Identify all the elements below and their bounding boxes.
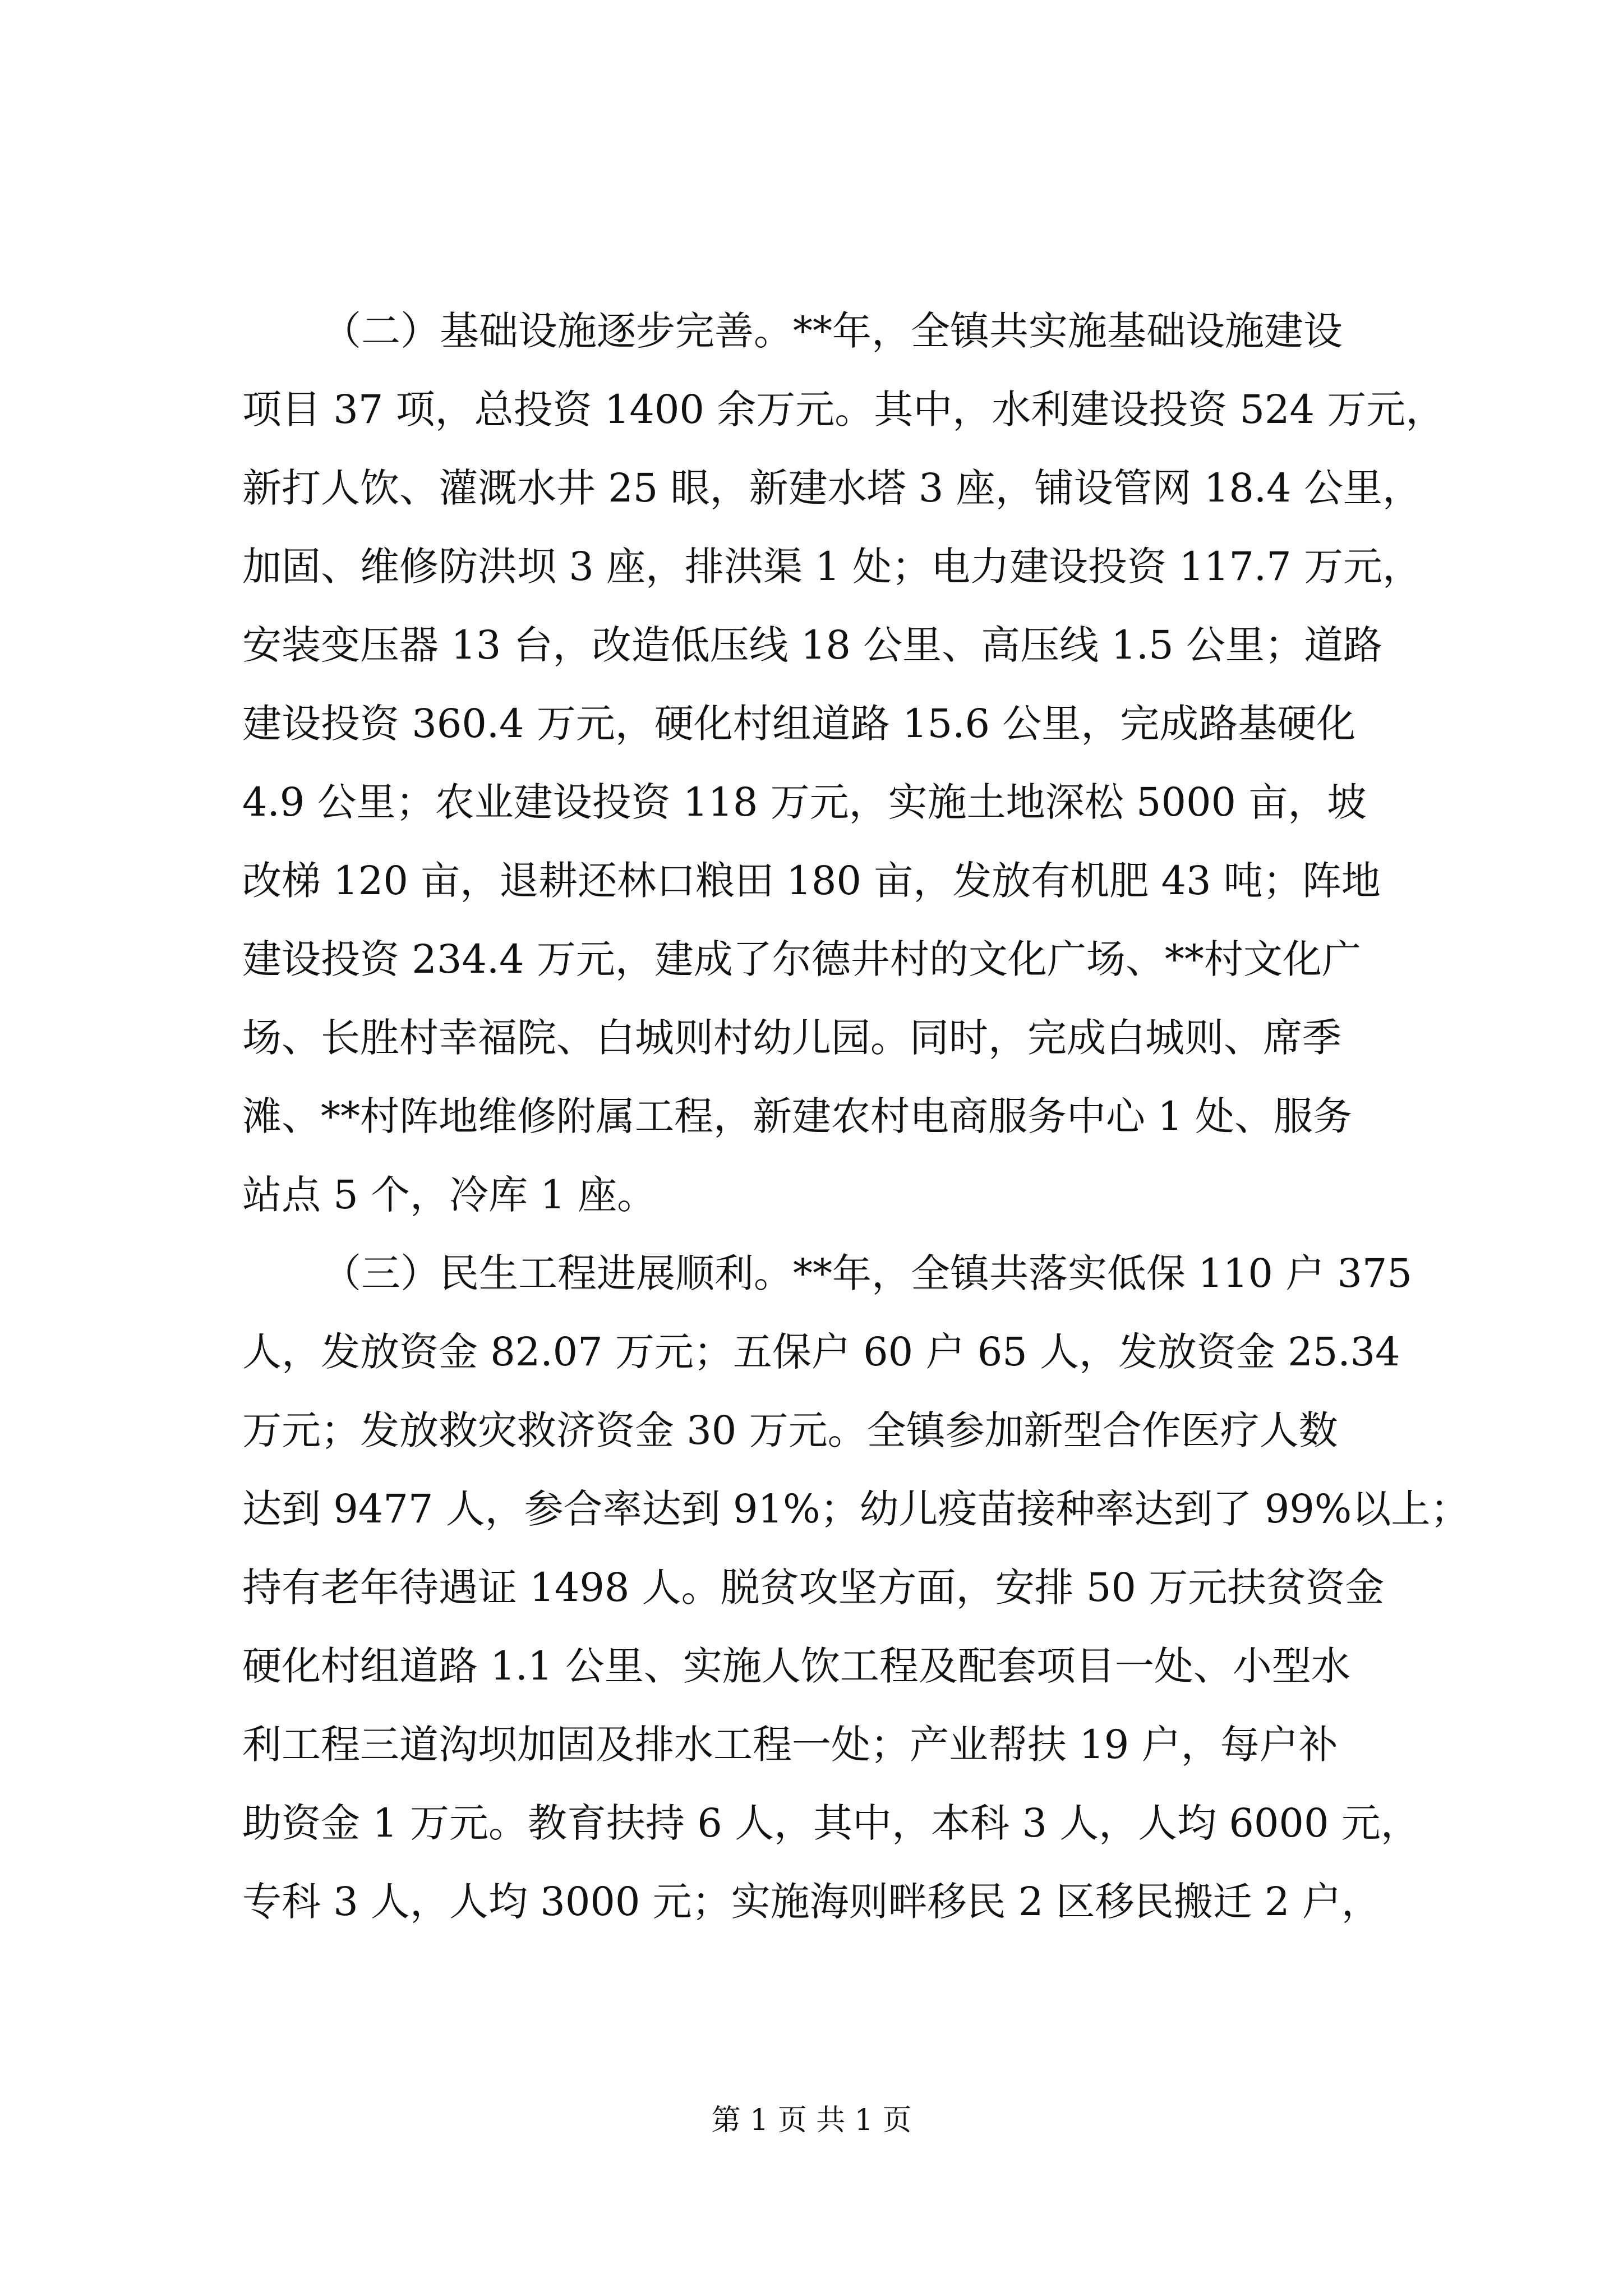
paragraph-line: 场、长胜村幸福院、白城则村幼儿园。同时，完成白城则、席季 (242, 1015, 1341, 1061)
paragraph-line: 滩、**村阵地维修附属工程，新建农村电商服务中心 1 处、服务 (242, 1093, 1353, 1139)
paragraph-line: 项目 37 项，总投资 1400 余万元。其中，水利建设投资 524 万元， (242, 386, 1445, 432)
paragraph-line: 安装变压器 13 台，改造低压线 18 公里、高压线 1.5 公里；道路 (242, 622, 1382, 668)
document-body (242, 292, 1470, 1941)
paragraph-line: 人，发放资金 82.07 万元；五保户 60 户 65 人，发放资金 25.34 (242, 1329, 1400, 1375)
paragraph-line: 硬化村组道路 1.1 公里、实施人饮工程及配套项目一处、小型水 (242, 1643, 1350, 1689)
page-number-footer: 第 1 页 共 1 页 (711, 2104, 912, 2137)
paragraph-line: （三）民生工程进展顺利。**年，全镇共落实低保 110 户 375 (322, 1250, 1412, 1296)
paragraph-line: 达到 9477 人，参合率达到 91%；幼儿疫苗接种率达到了 99%以上； (242, 1486, 1470, 1532)
paragraph-line: 加固、维修防洪坝 3 座，排洪渠 1 处；电力建设投资 117.7 万元， (242, 544, 1422, 590)
paragraph-line: 助资金 1 万元。教育扶持 6 人，其中，本科 3 人，人均 6000 元， (242, 1800, 1420, 1846)
paragraph-line: 建设投资 360.4 万元，硬化村组道路 15.6 公里，完成路基硬化 (242, 701, 1356, 747)
paragraph-line: 4.9 公里；农业建设投资 118 万元，实施土地深松 5000 亩，坡 (242, 779, 1367, 825)
paragraph-line: 新打人饮、灌溉水井 25 眼，新建水塔 3 座，铺设管网 18.4 公里， (242, 465, 1422, 511)
paragraph-line: 持有老年待遇证 1498 人。脱贫攻坚方面，安排 50 万元扶贫资金 (242, 1565, 1385, 1611)
paragraph-line: 万元；发放救灾救济资金 30 万元。全镇参加新型合作医疗人数 (242, 1407, 1338, 1453)
paragraph-line: 专科 3 人，人均 3000 元；实施海则畔移民 2 区移民搬迁 2 户， (242, 1879, 1381, 1925)
paragraph-line: 利工程三道沟坝加固及排水工程一处；产业帮扶 19 户，每户补 (242, 1722, 1338, 1768)
paragraph-line: 建设投资 234.4 万元，建成了尔德井村的文化广场、**村文化广 (242, 936, 1361, 982)
paragraph-line: 改梯 120 亩，退耕还林口粮田 180 亩，发放有机肥 43 吨；阵地 (242, 858, 1381, 904)
paragraph-line: （二）基础设施逐步完善。**年，全镇共实施基础设施建设 (322, 308, 1343, 354)
paragraph-line: 站点 5 个，冷库 1 座。 (242, 1172, 657, 1218)
